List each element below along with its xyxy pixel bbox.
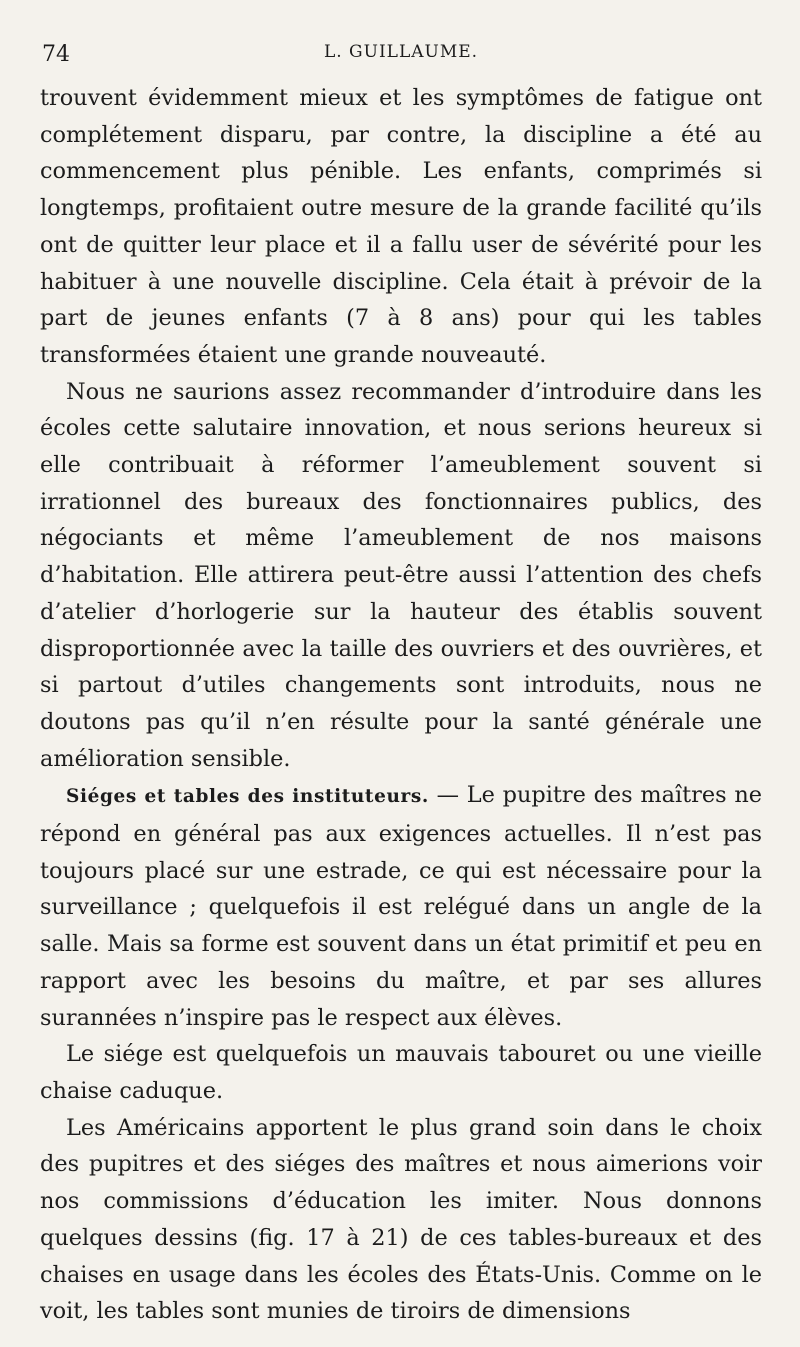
page-header [40, 36, 762, 80]
paragraph: Les Américains apportent le plus grand soin dans le choix des pupitres et des siéges des maîtres et nous aimerions voir nos commissions d’éducation les imiter. Nous donnons quelques dessins (fig. 17 à 21) de ces tables-bureaux et des chaises en usage dans les écoles des États-Unis. Comme on le voit, les tables sont munies de tiroirs de dimensions [40, 1114, 762, 1325]
section-text: — Le pupitre des maîtres ne répond en général pas aux exigences actuelles. Il n’est pas toujours placé sur une estrade, ce qui est nécessaire pour la surveillance ; quelquefois il est relégué dans un angle de la salle. Mais sa forme est souvent dans un état primitif et peu en rapport avec les besoins du maître, et par ses allures surannées n’inspire pas le respect aux élèves. [40, 782, 762, 1031]
section-title: Siéges et tables des instituteurs. [66, 786, 429, 808]
page-number: 74 [42, 42, 70, 67]
running-head: L. GUILLAUME. [323, 42, 479, 62]
paragraph: Nous ne saurions assez recommander d’introduire dans les écoles cette salutaire innovation, et nous serions heureux si elle contribuait à réformer l’ameublement souvent si irrationnel des bureaux des fonctionnaires publics, des négociants et même l’ameublement de nos maisons d’habitation. Elle attirera peut-être aussi l’attention des chefs d’atelier d’horlogerie sur la hauteur des établis souvent disproportionnée avec la taille des ouvriers et des ouvrières, et si partout d’utiles changements sont introduits, nous ne doutons pas qu’il n’en résulte pour la santé générale une amélioration sensible. [40, 378, 762, 772]
section-paragraph [40, 777, 762, 1036]
paragraph: Le siége est quelquefois un mauvais tabouret ou une vieille chaise caduque. [40, 1041, 762, 1104]
body-text [40, 80, 762, 1330]
paragraph-continued: trouvent évidemment mieux et les symptômes de fatigue ont complétement disparu, par contre, la discipline a été au commencement plus pénible. Les enfants, comprimés si longtemps, profitaient outre mesure de la grande facilité qu’ils ont de quitter leur place et il a fallu user de sévérité pour les habituer à une nouvelle discipline. Cela était à prévoir de la part de jeunes enfants (7 à 8 ans) pour qui les tables transformées étaient une grande nouveauté. [40, 85, 762, 368]
